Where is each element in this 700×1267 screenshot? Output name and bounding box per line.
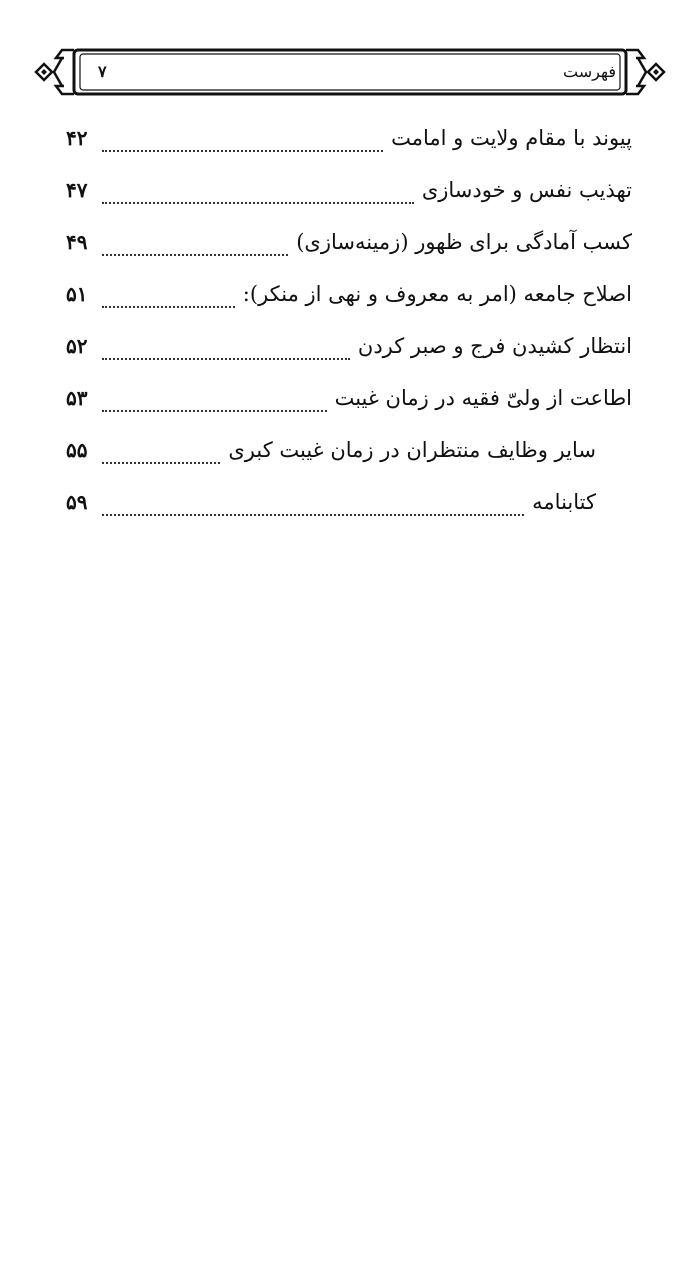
page-heading: فهرست — [563, 62, 616, 81]
dot-leader — [102, 306, 235, 308]
dot-leader — [102, 254, 288, 256]
toc-entry-page: ۵۵ — [66, 438, 88, 462]
page-number: ۷ — [98, 62, 107, 81]
toc-entry-label: پیوند با مقام ولایت و امامت — [391, 126, 632, 150]
toc-entry[interactable] — [66, 112, 632, 164]
toc-entry-page: ۵۳ — [66, 386, 88, 410]
toc-entry[interactable] — [66, 216, 632, 268]
toc-entry[interactable] — [66, 372, 632, 424]
toc-entry[interactable] — [66, 164, 632, 216]
table-of-contents — [66, 112, 632, 528]
toc-entry-page: ۵۲ — [66, 334, 88, 358]
toc-entry-label: کسب آمادگی برای ظهور (زمینه‌سازی) — [296, 230, 632, 254]
dot-leader — [102, 514, 524, 516]
dot-leader — [102, 150, 383, 152]
dot-leader — [102, 410, 327, 412]
dot-leader — [102, 358, 350, 360]
toc-entry-label: کتابنامه — [532, 490, 596, 514]
toc-entry-page: ۴۲ — [66, 126, 88, 150]
toc-entry-page: ۵۹ — [66, 490, 88, 514]
toc-entry[interactable] — [66, 268, 632, 320]
toc-entry-label: تهذیب نفس و خودسازی — [421, 178, 632, 202]
toc-entry-label: اطاعت از ولیّ فقیه در زمان غیبت — [334, 386, 632, 410]
toc-entry[interactable] — [66, 320, 632, 372]
toc-entry-page: ۴۹ — [66, 230, 88, 254]
toc-entry-label: اصلاح جامعه (امر به معروف و نهی از منکر): — [242, 282, 632, 306]
toc-entry-page: ۴۷ — [66, 178, 88, 202]
toc-entry[interactable] — [66, 424, 632, 476]
toc-entry-page: ۵۱ — [66, 282, 88, 306]
dot-leader — [102, 462, 220, 464]
toc-entry[interactable] — [66, 476, 632, 528]
toc-entry-label: سایر وظایف منتظران در زمان غیبت کبری — [228, 438, 596, 462]
dot-leader — [102, 202, 414, 204]
toc-entry-label: انتظار کشیدن فرج و صبر کردن — [357, 334, 632, 358]
